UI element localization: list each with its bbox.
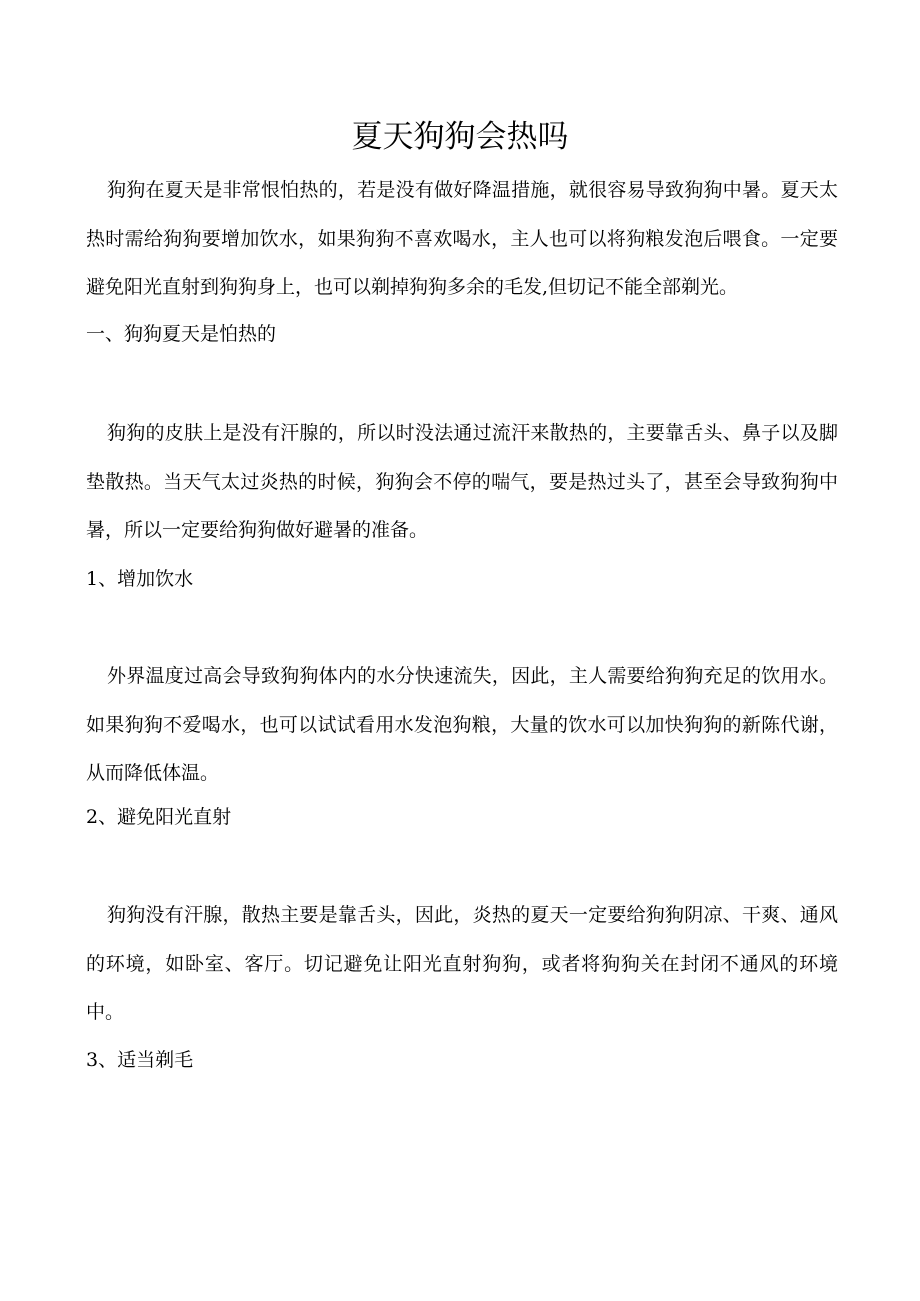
intro-paragraph: 狗狗在夏天是非常恨怕热的，若是没有做好降温措施，就很容易导致狗狗中暑。夏天太热时需给狗狗要增加饮水，如果狗狗不喜欢喝水，主人也可以将狗粮发泡后喂食。一定要避免阳光直射到狗狗身上，也可以剃掉狗狗多余的毛发,但切记不能全部剃光。 (86, 179, 838, 298)
section-heading-shaving: 3、适当剃毛 (86, 1049, 194, 1071)
document-title: 夏天狗狗会热吗 (351, 119, 569, 155)
section-heading-sunlight: 2、避免阳光直射 (86, 806, 232, 828)
section-heading-water: 1、增加饮水 (86, 568, 194, 590)
section-body-sunlight: 狗狗没有汗腺，散热主要是靠舌头，因此，炎热的夏天一定要给狗狗阴凉、干爽、通风的环境，如卧室、客厅。切记避免让阳光直射狗狗，或者将狗狗关在封闭不通风的环境中。 (86, 904, 838, 1023)
section-body-water: 外界温度过高会导致狗狗体内的水分快速流失，因此，主人需要给狗狗充足的饮用水。如果狗狗不爱喝水，也可以试试看用水发泡狗粮，大量的饮水可以加快狗狗的新陈代谢，从而降低体温。 (86, 665, 838, 784)
section-body-heat: 狗狗的皮肤上是没有汗腺的，所以时没法通过流汗来散热的，主要靠舌头、鼻子以及脚垫散热。当天气太过炎热的时候，狗狗会不停的喘气，要是热过头了，甚至会导致狗狗中暑，所以一定要给狗狗做好避暑的准备。 (86, 422, 838, 541)
section-heading-heat: 一、狗狗夏天是怕热的 (86, 323, 277, 345)
